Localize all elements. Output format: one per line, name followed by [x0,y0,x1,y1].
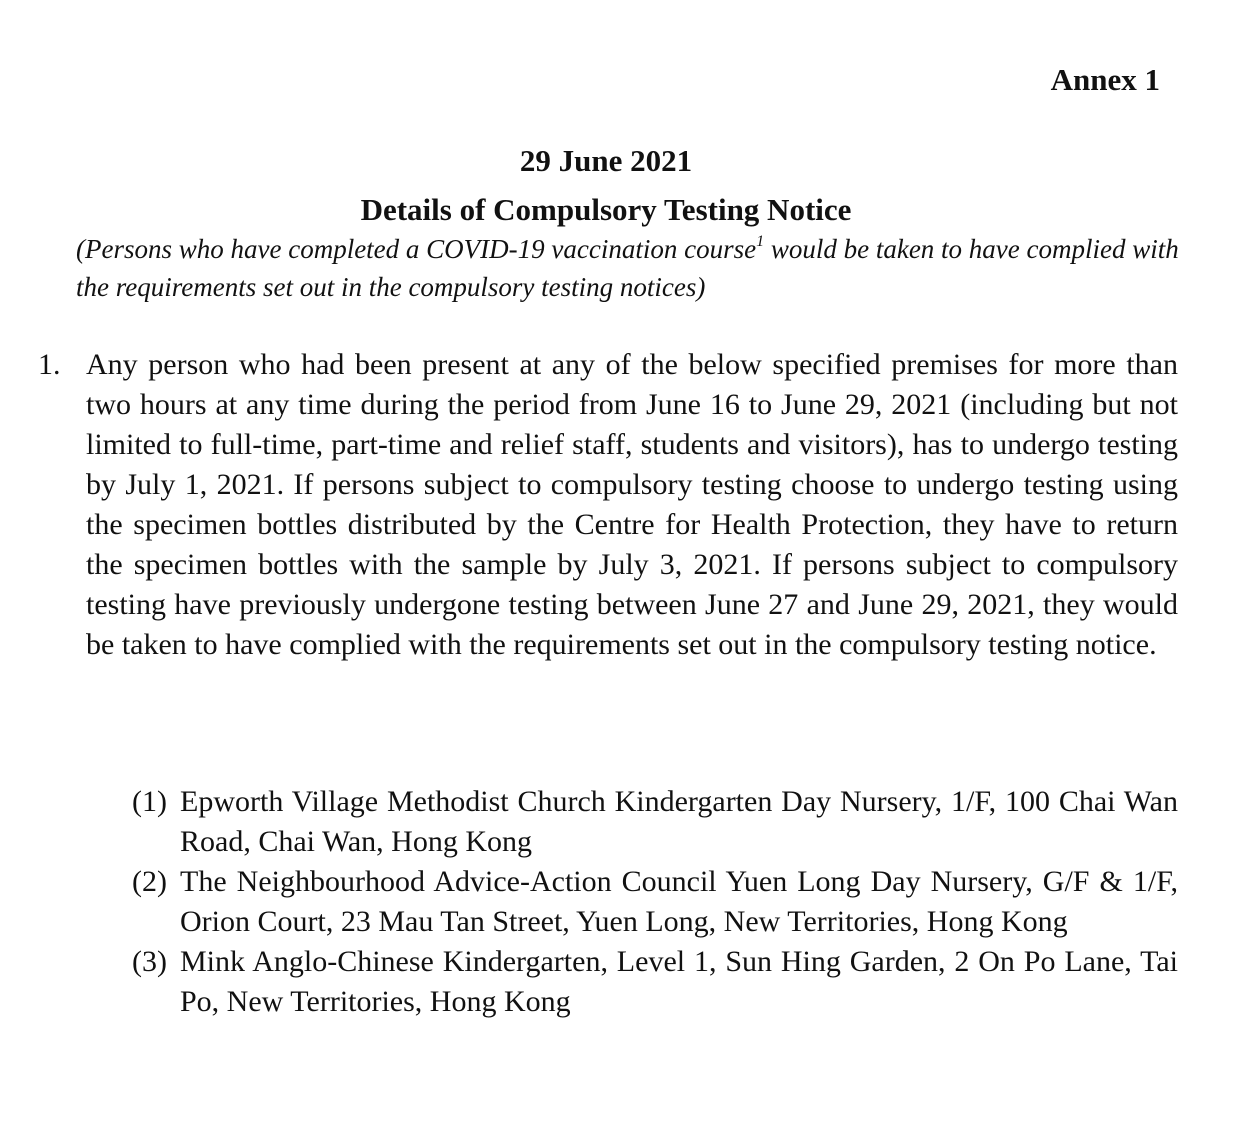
premise-address: The Neighbourhood Advice-Action Council Yuen Long Day Nursery, G/F & 1/F, Orion Court, 23 Mau Tan Street, Yuen Long, New Territories, Hong Kong [180,865,1178,938]
paragraph-1 [38,345,1178,665]
premise-address: Epworth Village Methodist Church Kindergarten Day Nursery, 1/F, 100 Chai Wan Road, Chai Wan, Hong Kong [180,785,1178,858]
premise-item [132,862,1178,942]
premise-item [132,782,1178,862]
premise-item [132,942,1178,1022]
vaccination-note-end: would be taken to have complied with the requirements set out in the compulsory testing notices) [76,234,1179,302]
premise-number: (2) [132,865,167,898]
vaccination-note [76,230,1180,306]
premise-number: (1) [132,785,167,818]
paragraph-text: Any person who had been present at any of the below specified premises for more than two hours at any time during the period from June 16 to June 29, 2021 (including but not limited to full-time, part-time and relief staff, students and visitors), has to undergo testing by July 1, 2021. If persons subject to compulsory testing choose to undergo testing using the specimen bottles distributed by the Centre for Health Protection, they have to return the specimen bottles with the sample by July 3, 2021. If persons subject to compulsory testing have previously undergone testing between June 27 and June 29, 2021, they would be taken to have complied with the requirements set out in the compulsory testing notice. [86,348,1178,661]
premises-list [132,782,1178,1022]
annex-label: Annex 1 [1050,62,1160,97]
notice-title: Details of Compulsory Testing Notice [360,192,852,227]
premise-address: Mink Anglo-Chinese Kindergarten, Level 1, Sun Hing Garden, 2 On Po Lane, Tai Po, New Territories, Hong Kong [180,945,1178,1018]
notice-date: 29 June 2021 [519,143,693,178]
vaccination-note-start: (Persons who have completed a COVID-19 vaccination course [76,234,757,264]
paragraph-number: 1. [38,348,61,381]
premise-number: (3) [132,945,167,978]
footnote-marker[interactable]: 1 [756,233,765,250]
